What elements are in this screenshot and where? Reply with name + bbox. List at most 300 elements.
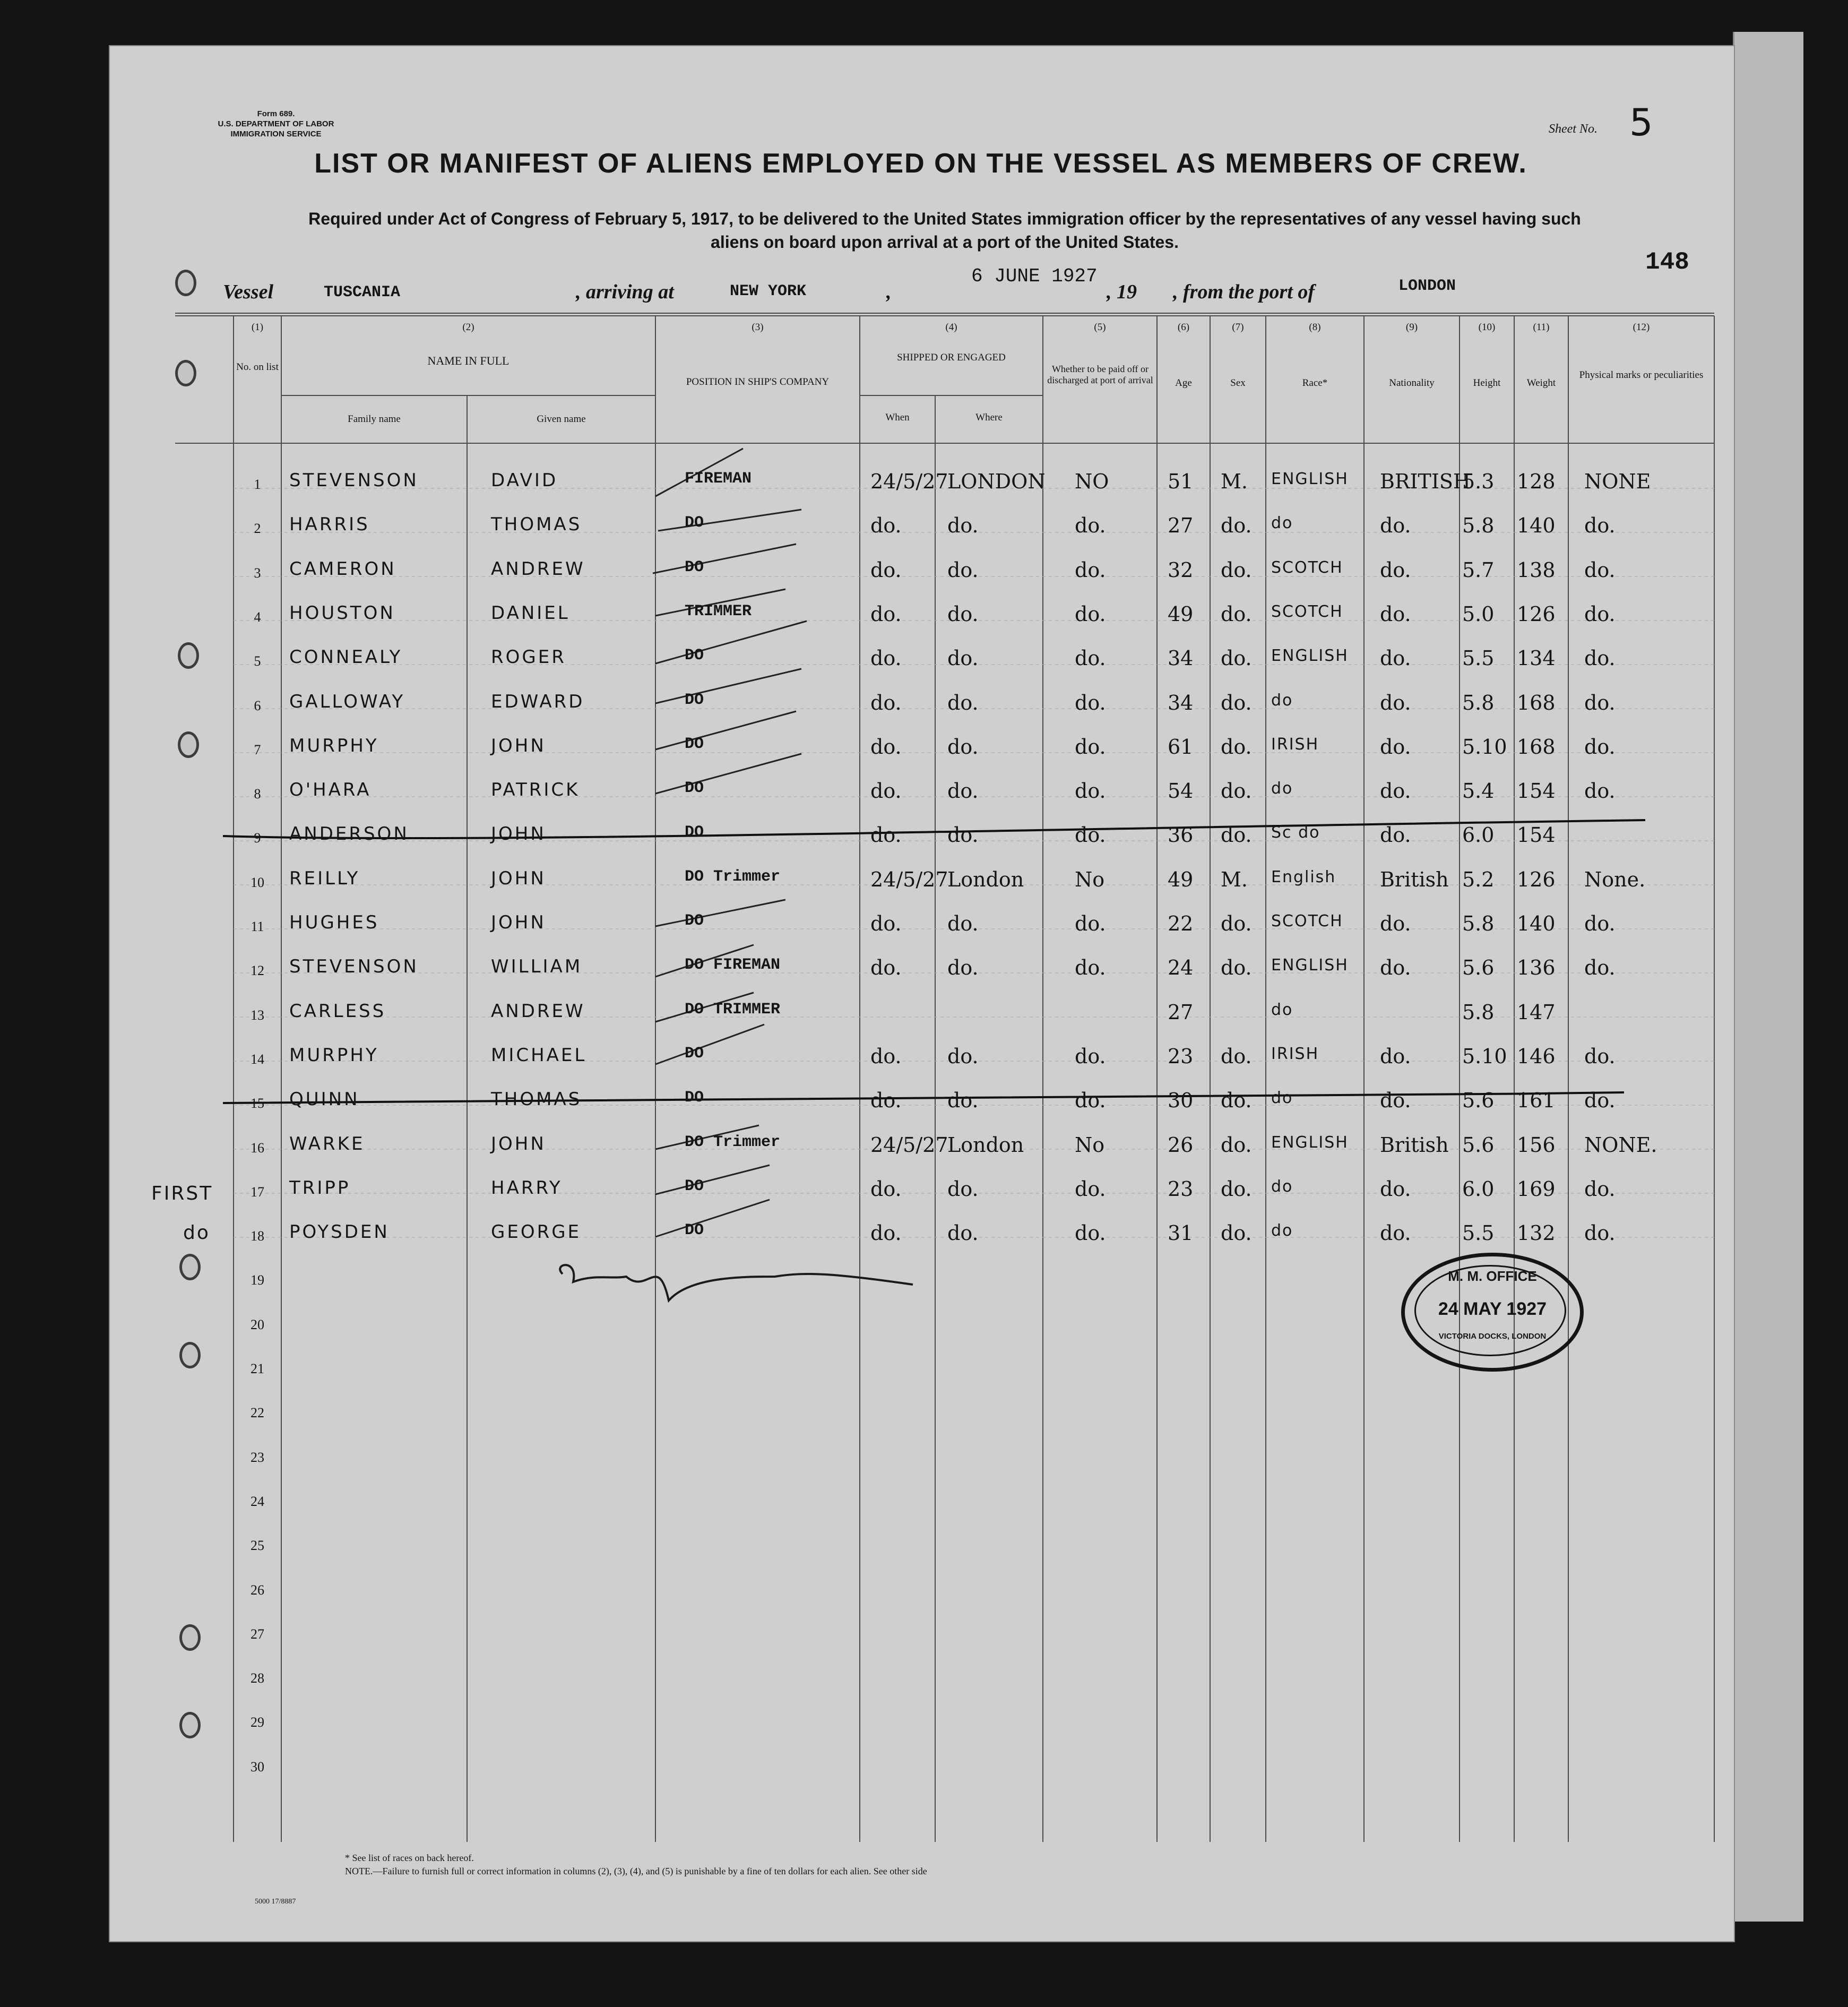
- row-number: 14: [251, 1051, 264, 1067]
- stamp-date: 24 MAY 1927: [1438, 1299, 1547, 1319]
- cell-marks: None.: [1584, 867, 1646, 891]
- row-number: 20: [251, 1316, 264, 1332]
- cell-weight: 126: [1517, 602, 1556, 626]
- cell-paid: do.: [1075, 956, 1106, 980]
- row-number: 10: [251, 874, 264, 890]
- col-7-number: (7): [1232, 322, 1244, 333]
- footnote-races: * See list of races on back hereof.: [345, 1853, 474, 1863]
- subtitle-line-1: Required under Act of Congress of February 5, 1917, to be delivered to the United States immigration officer by the representatives of any vessel having such: [308, 209, 1581, 228]
- cell-age: 27: [1168, 1000, 1194, 1024]
- cell-sex: do.: [1221, 735, 1252, 759]
- col-11-number: (11): [1533, 322, 1550, 333]
- cell-position: DO TRIMMER: [685, 1000, 781, 1019]
- cell-age: 49: [1168, 867, 1194, 891]
- cell-height: 5.2: [1462, 867, 1495, 891]
- row-number: 7: [254, 742, 261, 757]
- cell-height: 5.6: [1462, 1133, 1495, 1157]
- cell-family: MURPHY: [289, 1044, 379, 1066]
- cell-age: 22: [1168, 912, 1194, 935]
- cell-family: POYSDEN: [289, 1221, 390, 1243]
- cell-position: FIREMAN: [685, 470, 752, 488]
- arrival-port: NEW YORK: [730, 282, 807, 300]
- row-number: 21: [251, 1361, 264, 1376]
- cell-paid: do.: [1075, 912, 1106, 935]
- cell-sex: do.: [1221, 956, 1252, 980]
- arriving-label: , arriving at: [576, 281, 674, 303]
- cell-sex: do.: [1221, 514, 1252, 538]
- cell-given: GEORGE: [491, 1221, 582, 1243]
- cell-nat: do.: [1380, 779, 1411, 803]
- cell-position: DO: [685, 735, 704, 753]
- cell-family: HARRIS: [289, 514, 370, 536]
- cell-age: 54: [1168, 779, 1194, 803]
- cell-when: 24/5/27: [870, 470, 948, 493]
- arrival-date: 6 JUNE 1927: [971, 265, 1098, 287]
- cell-age: 31: [1168, 1221, 1194, 1245]
- cell-when: do.: [870, 1044, 902, 1068]
- cell-sex: do.: [1221, 912, 1252, 935]
- cell-where: do.: [947, 647, 979, 670]
- row-number: 12: [251, 963, 264, 979]
- cell-given: THOMAS: [491, 1089, 582, 1110]
- row-number: 16: [251, 1140, 264, 1156]
- department-name: U.S. DEPARTMENT OF LABOR: [218, 119, 334, 128]
- cell-race: ENGLISH: [1271, 470, 1349, 488]
- cell-nat: do.: [1380, 647, 1411, 670]
- cell-marks: do.: [1584, 1177, 1616, 1201]
- cell-given: JOHN: [491, 867, 546, 889]
- cell-where: LONDON: [947, 470, 1046, 493]
- row-number: 19: [251, 1272, 264, 1288]
- cell-height: 6.0: [1462, 1177, 1495, 1201]
- cell-when: do.: [870, 1177, 902, 1201]
- cell-age: 23: [1168, 1044, 1194, 1068]
- cell-given: DANIEL: [491, 602, 570, 624]
- cell-weight: 140: [1517, 912, 1556, 935]
- row-number: 18: [251, 1228, 264, 1244]
- departure-port: LONDON: [1398, 277, 1456, 295]
- cell-nat: do.: [1380, 1221, 1411, 1245]
- row-number: 5: [254, 653, 261, 669]
- cell-nat: BRITISH: [1380, 470, 1471, 493]
- cell-paid: do.: [1075, 647, 1106, 670]
- cell-marks: NONE: [1584, 470, 1651, 493]
- col-6-header: Age: [1175, 377, 1192, 389]
- cell-race: do: [1271, 779, 1293, 798]
- row-number: 3: [254, 565, 261, 581]
- col-7-header: Sex: [1230, 377, 1246, 389]
- cell-weight: 169: [1517, 1177, 1556, 1201]
- cell-height: 5.6: [1462, 956, 1495, 980]
- cell-race: ENGLISH: [1271, 956, 1349, 975]
- cell-family: HOUSTON: [289, 602, 395, 624]
- cell-where: do.: [947, 912, 979, 935]
- col-2a-header: Family name: [348, 414, 401, 425]
- col-9-header: Nationality: [1389, 377, 1435, 389]
- cell-paid: do.: [1075, 823, 1106, 847]
- cell-when: do.: [870, 779, 902, 803]
- cell-position: DO: [685, 1177, 704, 1195]
- cell-race: SCOTCH: [1271, 558, 1343, 577]
- cell-race: ENGLISH: [1271, 1133, 1349, 1152]
- row-number: 13: [251, 1007, 264, 1023]
- cell-height: 5.6: [1462, 1089, 1495, 1113]
- cell-paid: No: [1075, 1133, 1105, 1157]
- cell-given: JOHN: [491, 912, 546, 933]
- cell-race: SCOTCH: [1271, 912, 1343, 931]
- cell-marks: do.: [1584, 735, 1616, 759]
- cell-position: DO: [685, 691, 704, 709]
- cell-when: do.: [870, 1221, 902, 1245]
- row-number: 17: [251, 1184, 264, 1200]
- col-1-number: (1): [251, 322, 264, 333]
- cell-marks: do.: [1584, 779, 1616, 803]
- vessel-label: Vessel: [223, 281, 273, 303]
- cell-sex: do.: [1221, 1089, 1252, 1113]
- stamp-location: VICTORIA DOCKS, LONDON: [1438, 1332, 1547, 1341]
- cell-family: ANDERSON: [289, 823, 409, 845]
- cell-weight: 168: [1517, 735, 1556, 759]
- cell-paid: do.: [1075, 779, 1106, 803]
- margin-note-do: do: [183, 1222, 210, 1244]
- cell-nat: do.: [1380, 514, 1411, 538]
- col-3-number: (3): [752, 322, 764, 333]
- cell-marks: do.: [1584, 647, 1616, 670]
- cell-position: DO: [685, 1089, 704, 1107]
- cell-where: do.: [947, 1177, 979, 1201]
- cell-weight: 140: [1517, 514, 1556, 538]
- cell-position: DO: [685, 514, 704, 532]
- row-number: 6: [254, 697, 261, 713]
- footnote-penalty: NOTE.—Failure to furnish full or correct information in columns (2), (3), (4), and (5) is punishable by a fine of ten dollars for each alien. See other side: [345, 1866, 927, 1876]
- cell-weight: 134: [1517, 647, 1556, 670]
- cell-height: 5.8: [1462, 912, 1495, 935]
- cell-race: do: [1271, 1089, 1293, 1108]
- cell-sex: do.: [1221, 691, 1252, 714]
- cell-given: DAVID: [491, 470, 558, 491]
- cell-age: 24: [1168, 956, 1194, 980]
- col-10-number: (10): [1478, 322, 1496, 333]
- col-5-header: Whether to be paid off or discharged at port of arrival: [1047, 364, 1153, 385]
- col-8-number: (8): [1309, 322, 1321, 333]
- row-number: 8: [254, 786, 261, 802]
- cell-where: do.: [947, 1221, 979, 1245]
- row-number: 30: [251, 1759, 264, 1775]
- cell-family: CARLESS: [289, 1000, 386, 1022]
- cell-paid: do.: [1075, 558, 1106, 582]
- row-number: 27: [251, 1626, 264, 1642]
- cell-where: do.: [947, 514, 979, 538]
- col-9-number: (9): [1405, 322, 1418, 333]
- cell-sex: do.: [1221, 647, 1252, 670]
- row-number: 25: [251, 1538, 264, 1554]
- cell-sex: do.: [1221, 602, 1252, 626]
- cell-sex: do.: [1221, 779, 1252, 803]
- cell-where: do.: [947, 602, 979, 626]
- cell-family: CONNEALY: [289, 647, 403, 668]
- cell-when: do.: [870, 735, 902, 759]
- cell-height: 5.8: [1462, 1000, 1495, 1024]
- cell-given: THOMAS: [491, 514, 582, 536]
- cell-age: 51: [1168, 470, 1194, 493]
- cell-marks: do.: [1584, 514, 1616, 538]
- cell-where: do.: [947, 558, 979, 582]
- cell-when: do.: [870, 956, 902, 980]
- cell-given: HARRY: [491, 1177, 563, 1199]
- cell-nat: do.: [1380, 735, 1411, 759]
- cell-sex: do.: [1221, 558, 1252, 582]
- cell-family: QUINN: [289, 1089, 360, 1110]
- cell-given: PATRICK: [491, 779, 580, 801]
- cell-given: EDWARD: [491, 691, 585, 712]
- cell-height: 5.8: [1462, 514, 1495, 538]
- cell-position: DO FIREMAN: [685, 956, 781, 975]
- row-number: 15: [251, 1096, 264, 1112]
- cell-age: 26: [1168, 1133, 1194, 1157]
- row-number: 24: [251, 1493, 264, 1509]
- cell-age: 30: [1168, 1089, 1194, 1113]
- cell-age: 36: [1168, 823, 1194, 847]
- cell-nat: do.: [1380, 1177, 1411, 1201]
- cell-race: IRISH: [1271, 1044, 1319, 1063]
- cell-sex: do.: [1221, 1044, 1252, 1068]
- row-number: 11: [251, 919, 264, 934]
- cell-sex: M.: [1221, 470, 1248, 493]
- cell-nat: do.: [1380, 558, 1411, 582]
- stamp-office: M. M. OFFICE: [1448, 1268, 1537, 1284]
- cell-position: DO: [685, 912, 704, 930]
- cell-position: DO: [685, 558, 704, 576]
- cell-position: DO: [685, 779, 704, 798]
- cell-marks: NONE.: [1584, 1133, 1657, 1157]
- cell-sex: do.: [1221, 1177, 1252, 1201]
- cell-height: 5.4: [1462, 779, 1495, 803]
- row-number: 22: [251, 1405, 264, 1421]
- col-11-header: Weight: [1526, 377, 1556, 389]
- cell-sex: do.: [1221, 1221, 1252, 1245]
- margin-note-first: FIRST: [151, 1183, 213, 1204]
- cell-weight: 126: [1517, 867, 1556, 891]
- cell-position: DO: [685, 1044, 704, 1063]
- cell-height: 5.8: [1462, 691, 1495, 714]
- cell-family: STEVENSON: [289, 470, 419, 491]
- col-10-header: Height: [1473, 377, 1501, 389]
- cell-paid: do.: [1075, 1177, 1106, 1201]
- document-title: LIST OR MANIFEST OF ALIENS EMPLOYED ON THE VESSEL AS MEMBERS OF CREW.: [314, 148, 1527, 179]
- cell-when: 24/5/27: [870, 1133, 948, 1157]
- row-number: 1: [254, 477, 261, 492]
- cell-marks: do.: [1584, 691, 1616, 714]
- cell-when: do.: [870, 912, 902, 935]
- cell-family: CAMERON: [289, 558, 396, 580]
- cell-marks: do.: [1584, 1044, 1616, 1068]
- cell-weight: 146: [1517, 1044, 1556, 1068]
- col-12-number: (12): [1633, 322, 1650, 333]
- row-number: 4: [254, 609, 261, 625]
- col-1-header: No. on list: [236, 361, 279, 373]
- subtitle-line-2: aliens on board upon arrival at a port of the United States.: [711, 232, 1179, 252]
- cell-where: do.: [947, 1089, 979, 1113]
- cell-paid: do.: [1075, 602, 1106, 626]
- col-4a-header: When: [885, 412, 910, 423]
- year-label: , 19: [1107, 281, 1137, 303]
- col-4-header: SHIPPED OR ENGAGED: [897, 352, 1006, 363]
- col-6-number: (6): [1177, 322, 1190, 333]
- cell-sex: do.: [1221, 1133, 1252, 1157]
- cell-family: STEVENSON: [289, 956, 419, 978]
- row-number: 9: [254, 830, 261, 846]
- cell-where: London: [947, 867, 1024, 891]
- cell-when: do.: [870, 823, 902, 847]
- cell-marks: do.: [1584, 602, 1616, 626]
- row-number: 23: [251, 1449, 264, 1465]
- cell-family: GALLOWAY: [289, 691, 405, 712]
- cell-race: do: [1271, 514, 1293, 533]
- col-4-number: (4): [945, 322, 957, 333]
- cell-nat: do.: [1380, 956, 1411, 980]
- cell-family: TRIPP: [289, 1177, 351, 1199]
- cell-paid: do.: [1075, 1221, 1106, 1245]
- cell-race: ENGLISH: [1271, 647, 1349, 666]
- cell-position: DO Trimmer: [685, 867, 781, 886]
- cell-height: 5.3: [1462, 470, 1495, 493]
- row-number: 29: [251, 1715, 264, 1730]
- cell-nat: British: [1380, 1133, 1449, 1157]
- vessel-name: TUSCANIA: [324, 283, 401, 302]
- cell-given: ANDREW: [491, 1000, 585, 1022]
- cell-position: DO: [685, 823, 704, 842]
- cell-marks: do.: [1584, 558, 1616, 582]
- cell-height: 5.0: [1462, 602, 1495, 626]
- cell-age: 27: [1168, 514, 1194, 538]
- col-2b-header: Given name: [537, 414, 586, 425]
- cell-race: English: [1271, 867, 1336, 886]
- cell-family: WARKE: [289, 1133, 365, 1155]
- cell-race: SCOTCH: [1271, 602, 1343, 621]
- cell-given: ANDREW: [491, 558, 585, 580]
- cell-paid: do.: [1075, 735, 1106, 759]
- cell-given: JOHN: [491, 735, 546, 756]
- cell-where: do.: [947, 956, 979, 980]
- cell-weight: 128: [1517, 470, 1556, 493]
- cell-family: REILLY: [289, 867, 360, 889]
- cell-paid: do.: [1075, 1089, 1106, 1113]
- cell-when: do.: [870, 558, 902, 582]
- cell-position: DO: [685, 647, 704, 665]
- from-label: , from the port of: [1173, 281, 1315, 303]
- col-12-header: Physical marks or peculiarities: [1579, 369, 1704, 381]
- cell-age: 23: [1168, 1177, 1194, 1201]
- cell-marks: do.: [1584, 912, 1616, 935]
- cell-height: 5.10: [1462, 735, 1507, 759]
- cell-family: MURPHY: [289, 735, 379, 756]
- cell-where: London: [947, 1133, 1024, 1157]
- cell-family: O'HARA: [289, 779, 372, 801]
- cell-height: 5.10: [1462, 1044, 1507, 1068]
- cell-nat: do.: [1380, 912, 1411, 935]
- cell-race: do: [1271, 691, 1293, 710]
- cell-nat: do.: [1380, 823, 1411, 847]
- cell-position: TRIMMER: [685, 602, 752, 621]
- cell-given: WILLIAM: [491, 956, 583, 978]
- comma: ,: [886, 281, 892, 303]
- col-3-header: POSITION IN SHIP'S COMPANY: [686, 376, 830, 387]
- cell-age: 49: [1168, 602, 1194, 626]
- cell-weight: 154: [1517, 779, 1556, 803]
- cell-age: 32: [1168, 558, 1194, 582]
- cell-weight: 132: [1517, 1221, 1556, 1245]
- sheet-number: 5: [1629, 101, 1653, 144]
- print-code: 5000 17/8887: [255, 1898, 296, 1906]
- cell-height: 6.0: [1462, 823, 1495, 847]
- cell-paid: do.: [1075, 514, 1106, 538]
- cell-height: 5.7: [1462, 558, 1495, 582]
- cell-paid: do.: [1075, 691, 1106, 714]
- cell-when: do.: [870, 691, 902, 714]
- cell-when: do.: [870, 647, 902, 670]
- row-number: 26: [251, 1582, 264, 1598]
- page-number: 148: [1645, 248, 1689, 276]
- cell-position: DO Trimmer: [685, 1133, 781, 1151]
- cell-race: Sc do: [1271, 823, 1320, 842]
- sheet-label: Sheet No.: [1549, 122, 1597, 136]
- cell-where: do.: [947, 735, 979, 759]
- cell-given: JOHN: [491, 823, 546, 845]
- office-stamp: [1401, 1253, 1584, 1372]
- cell-race: do: [1271, 1177, 1293, 1196]
- cell-family: HUGHES: [289, 912, 379, 933]
- row-number: 28: [251, 1670, 264, 1686]
- col-2-header: NAME IN FULL: [427, 354, 510, 367]
- cell-given: MICHAEL: [491, 1044, 587, 1066]
- cell-race: do: [1271, 1221, 1293, 1241]
- col-8-header: Race*: [1302, 377, 1328, 389]
- cell-where: do.: [947, 1044, 979, 1068]
- col-5-number: (5): [1094, 322, 1106, 333]
- cell-height: 5.5: [1462, 647, 1495, 670]
- col-4b-header: Where: [975, 412, 1003, 423]
- cell-age: 61: [1168, 735, 1194, 759]
- cell-weight: 147: [1517, 1000, 1556, 1024]
- cell-weight: 154: [1517, 823, 1556, 847]
- cell-height: 5.5: [1462, 1221, 1495, 1245]
- cell-weight: 156: [1517, 1133, 1556, 1157]
- cell-where: do.: [947, 779, 979, 803]
- cell-given: JOHN: [491, 1133, 546, 1155]
- cell-paid: NO: [1075, 470, 1109, 493]
- cell-where: do.: [947, 691, 979, 714]
- cell-nat: do.: [1380, 1044, 1411, 1068]
- cell-when: 24/5/27: [870, 867, 948, 891]
- form-number: Form 689.: [257, 109, 295, 118]
- cell-weight: 168: [1517, 691, 1556, 714]
- col-2-number: (2): [462, 322, 474, 333]
- cell-age: 34: [1168, 647, 1194, 670]
- cell-when: do.: [870, 602, 902, 626]
- service-name: IMMIGRATION SERVICE: [230, 130, 322, 139]
- cell-marks: do.: [1584, 1221, 1616, 1245]
- cell-nat: do.: [1380, 1089, 1411, 1113]
- cell-given: ROGER: [491, 647, 566, 668]
- cell-age: 34: [1168, 691, 1194, 714]
- cell-paid: No: [1075, 867, 1105, 891]
- cell-sex: M.: [1221, 867, 1248, 891]
- cell-position: DO: [685, 1221, 704, 1240]
- cell-weight: 138: [1517, 558, 1556, 582]
- cell-paid: do.: [1075, 1044, 1106, 1068]
- cell-nat: do.: [1380, 602, 1411, 626]
- cell-where: do.: [947, 823, 979, 847]
